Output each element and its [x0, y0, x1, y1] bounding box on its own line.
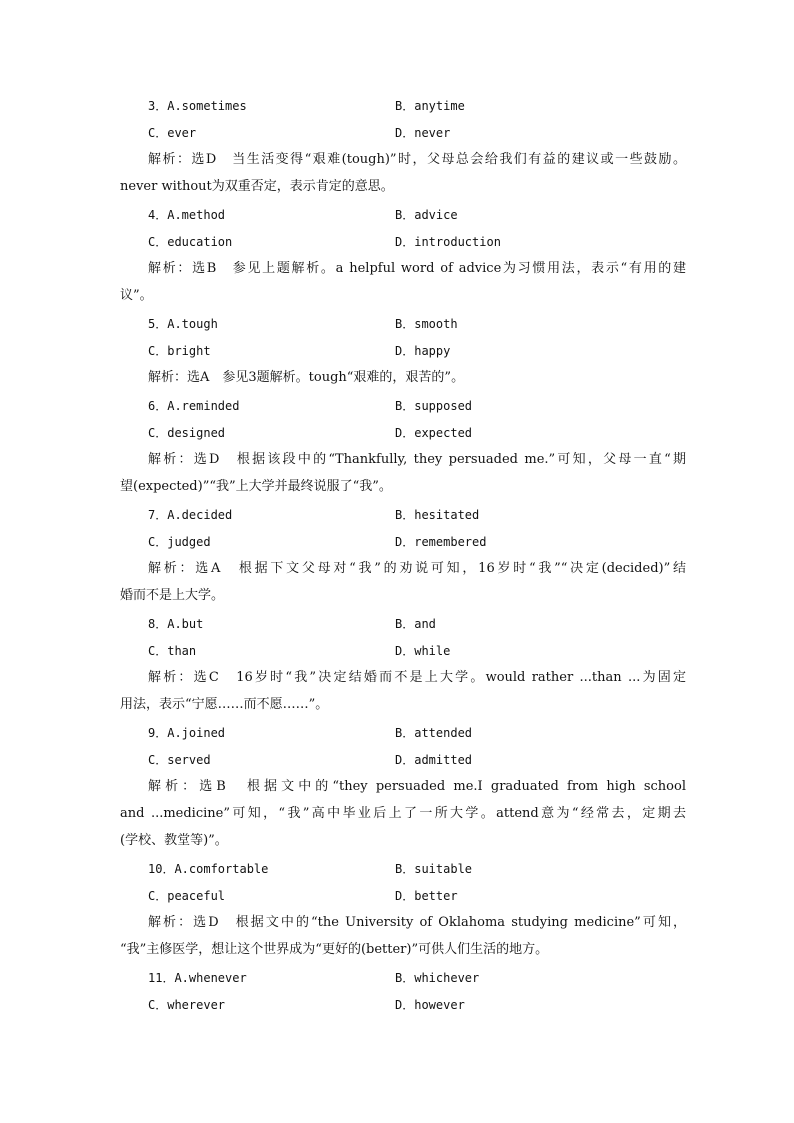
- q4-analysis-line-2: 议”。: [120, 288, 153, 303]
- q10-option-c: C．peaceful: [148, 889, 226, 903]
- q10-analysis-line-1: 解析：选D 根据文中的“the University of Oklahoma studying medicine”可知，: [148, 915, 686, 930]
- q6-analysis-line-1: 解析：选D 根据该段中的“Thankfully, they persuaded me.”可知，父母一直“期: [148, 452, 686, 467]
- q4-option-c: C．education: [148, 235, 233, 249]
- q7-option-a: 7．A.decided: [148, 508, 233, 522]
- q5-analysis-line-1: 解析：选A 参见3题解析。tough“艰难的，艰苦的”。: [148, 370, 465, 385]
- q9-option-c: C．served: [148, 753, 211, 767]
- q8-analysis-line-1: 解析：选C 16岁时“我”决定结婚而不是上大学。would rather ...than ...为固定: [148, 670, 686, 685]
- q3-option-d: D．never: [395, 126, 451, 140]
- q9-analysis-line-3: (学校、教堂等)”。: [120, 833, 228, 848]
- q6-analysis-line-2: 望(expected)”“我”上大学并最终说服了“我”。: [120, 479, 392, 494]
- q5-option-b: B．smooth: [395, 317, 458, 331]
- q7-option-c: C．judged: [148, 535, 211, 549]
- q10-option-b: B．suitable: [395, 862, 473, 876]
- q8-option-c: C．than: [148, 644, 197, 658]
- q9-option-d: D．admitted: [395, 753, 473, 767]
- q3-analysis-line-1: 解析：选D 当生活变得“艰难(tough)”时，父母总会给我们有益的建议或一些鼓励。: [148, 152, 686, 167]
- q4-option-b: B．advice: [395, 208, 458, 222]
- q11-option-d: D．however: [395, 998, 465, 1012]
- q4-option-d: D．introduction: [395, 235, 501, 249]
- q3-option-a: 3．A.sometimes: [148, 99, 247, 113]
- q10-option-d: D．better: [395, 889, 458, 903]
- q5-option-a: 5．A.tough: [148, 317, 218, 331]
- q7-analysis-line-2: 婚而不是上大学。: [120, 588, 225, 603]
- q9-option-b: B．attended: [395, 726, 473, 740]
- q4-analysis-line-1: 解析：选B 参见上题解析。a helpful word of advice为习惯用法，表示“有用的建: [148, 261, 686, 276]
- q9-analysis-line-1: 解析：选B 根据文中的“they persuaded me.I graduated from high school: [148, 779, 686, 794]
- q10-option-a: 10．A.comfortable: [148, 862, 269, 876]
- q9-option-a: 9．A.joined: [148, 726, 226, 740]
- q7-option-d: D．remembered: [395, 535, 487, 549]
- q3-option-b: B．anytime: [395, 99, 465, 113]
- q5-option-d: D．happy: [395, 344, 451, 358]
- q8-option-d: D．while: [395, 644, 451, 658]
- q7-analysis-line-1: 解析：选A 根据下文父母对“我”的劝说可知，16岁时“我”“决定(decided)”结: [148, 561, 686, 576]
- q8-option-b: B．and: [395, 617, 436, 631]
- q10-analysis-line-2: “我”主修医学，想让这个世界成为“更好的(better)”可供人们生活的地方。: [120, 942, 549, 957]
- q5-option-c: C．bright: [148, 344, 211, 358]
- q6-option-a: 6．A.reminded: [148, 399, 240, 413]
- q4-option-a: 4．A.method: [148, 208, 226, 222]
- q3-analysis-line-2: never without为双重否定，表示肯定的意思。: [120, 179, 394, 194]
- q6-option-b: B．supposed: [395, 399, 473, 413]
- q11-option-a: 11．A.whenever: [148, 971, 247, 985]
- q11-option-c: C．wherever: [148, 998, 226, 1012]
- q8-option-a: 8．A.but: [148, 617, 204, 631]
- q11-option-b: B．whichever: [395, 971, 480, 985]
- q6-option-c: C．designed: [148, 426, 226, 440]
- q6-option-d: D．expected: [395, 426, 473, 440]
- q7-option-b: B．hesitated: [395, 508, 480, 522]
- q8-analysis-line-2: 用法，表示“宁愿……而不愿……”。: [120, 697, 329, 712]
- q3-option-c: C．ever: [148, 126, 197, 140]
- q9-analysis-line-2: and ...medicine”可知，“我”高中毕业后上了一所大学。attend意为“经常去，定期去: [120, 806, 686, 821]
